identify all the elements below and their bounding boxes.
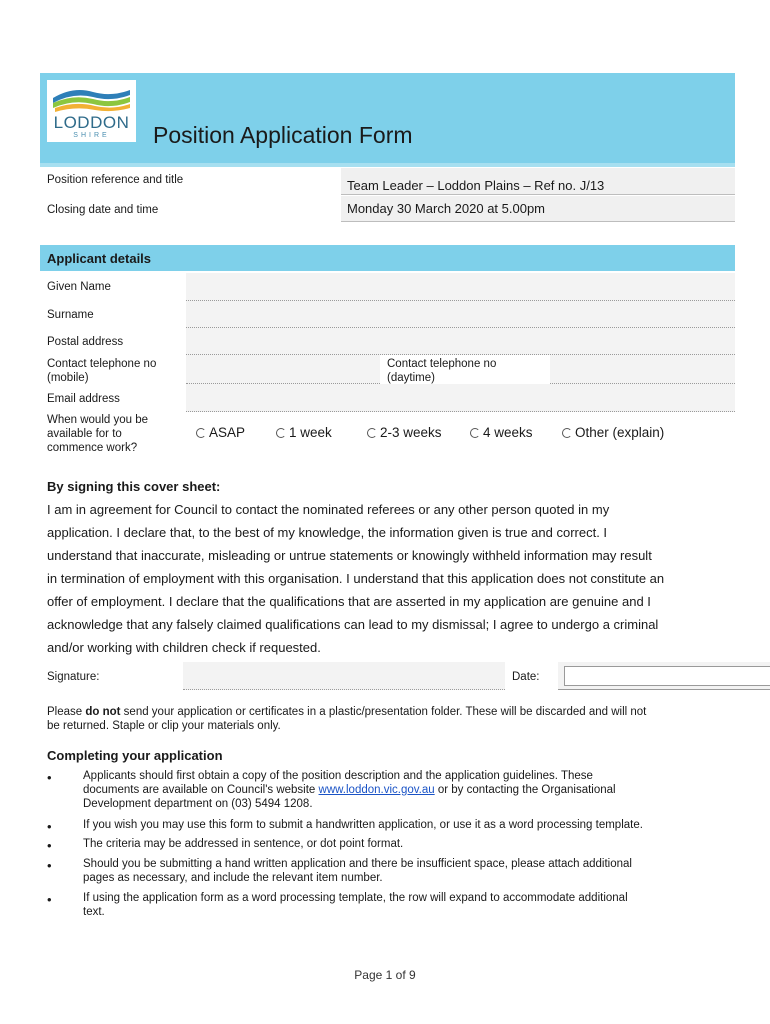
- availability-label-line3: commence work?: [47, 442, 138, 454]
- completing-heading: Completing your application: [47, 748, 223, 763]
- closing-date-label: Closing date and time: [47, 204, 159, 216]
- option-label: 4 weeks: [483, 425, 533, 440]
- radio-icon: [367, 428, 377, 438]
- bullet-1-line2-pre: documents are available on Council's website: [83, 784, 319, 796]
- surname-input[interactable]: [186, 301, 735, 328]
- daytime-phone-input[interactable]: [550, 355, 735, 384]
- given-name-input[interactable]: [186, 273, 735, 301]
- option-label: 1 week: [289, 425, 332, 440]
- notice-suffix: send your application or certificates in a plastic/presentation folder. These will be discarded and will not: [120, 706, 647, 718]
- option-label: 2-3 weeks: [380, 425, 442, 440]
- date-label: Date:: [512, 671, 540, 683]
- signing-heading: By signing this cover sheet:: [47, 479, 221, 494]
- daytime-label: [387, 357, 496, 385]
- postal-address-label: Postal address: [47, 336, 124, 348]
- radio-icon: [562, 428, 572, 438]
- page-title: Position Application Form: [153, 122, 413, 148]
- closing-date-field: [341, 196, 735, 222]
- declaration-line: acknowledge that any falsely claimed qualifications can lead to my dismissal; I agree to undergo a criminal: [47, 617, 659, 632]
- bullet-icon: •: [47, 892, 52, 907]
- bullet-5-line2: text.: [83, 906, 105, 918]
- position-ref-label: Position reference and title: [47, 174, 184, 186]
- notice-prefix: Please: [47, 706, 86, 718]
- notice-bold: do not: [85, 706, 121, 718]
- position-ref-field: [341, 168, 735, 195]
- date-field: [558, 662, 770, 690]
- closing-date-value: Monday 30 March 2020 at 5.00pm: [347, 201, 546, 216]
- loddon-shire-logo: [47, 80, 136, 142]
- declaration-line: offer of employment. I declare that the qualifications that are asserted in my application are genuine and I: [47, 594, 651, 609]
- declaration-line: and/or working with children check if requested.: [47, 640, 321, 655]
- signature-label: Signature:: [47, 671, 100, 683]
- email-input[interactable]: [186, 384, 735, 412]
- bullet-icon: •: [47, 858, 52, 873]
- position-ref-value: Team Leader – Loddon Plains – Ref no. J/13: [347, 178, 605, 193]
- availability-option-4-weeks[interactable]: [470, 425, 533, 440]
- plastic-folder-notice: [47, 705, 737, 733]
- availability-label-line1: When would you be: [47, 414, 149, 426]
- notice-line2: be returned. Staple or clip your materials only.: [47, 720, 281, 732]
- header-band: [40, 73, 735, 163]
- availability-option-2-3-weeks[interactable]: [367, 425, 442, 440]
- bullet-item-4: [83, 857, 733, 885]
- bullet-icon: •: [47, 770, 52, 785]
- logo-text: LODDON: [53, 113, 130, 132]
- signature-input[interactable]: [183, 662, 505, 690]
- bullet-icon: •: [47, 838, 52, 853]
- declaration-line: I am in agreement for Council to contact the nominated referees or any other person quoted in my: [47, 502, 610, 517]
- declaration-line: understand that inaccurate, misleading or untrue statements or knowingly withheld information may result: [47, 548, 652, 563]
- bullet-item-5: [83, 891, 733, 919]
- mobile-label-line2: (mobile): [47, 372, 89, 384]
- bullet-5-line1: If using the application form as a word processing template, the row will expand to accommodate additional: [83, 892, 628, 904]
- declaration-paragraph: [47, 498, 737, 659]
- availability-option-other[interactable]: [562, 425, 664, 440]
- bullet-1-line1: Applicants should first obtain a copy of the position description and the application guidelines. These: [83, 770, 593, 782]
- radio-icon: [470, 428, 480, 438]
- radio-icon: [196, 428, 206, 438]
- page-number: Page 1 of 9: [354, 968, 416, 982]
- bullet-item-1: [83, 769, 733, 811]
- mobile-label: [47, 357, 156, 385]
- daytime-label-line1: Contact telephone no: [387, 358, 497, 370]
- date-input[interactable]: [564, 666, 770, 686]
- email-label: Email address: [47, 393, 120, 405]
- mobile-label-line1: Contact telephone no: [47, 358, 157, 370]
- bullet-icon: •: [47, 819, 52, 834]
- bullet-1-line2-post: or by contacting the Organisational: [434, 784, 616, 796]
- availability-label-line2: available for to: [47, 428, 122, 440]
- daytime-label-line2: (daytime): [387, 372, 435, 384]
- surname-label: Surname: [47, 309, 94, 321]
- given-name-label: Given Name: [47, 281, 111, 293]
- declaration-line: application. I declare that, to the best of my knowledge, the information given is true and correct. I: [47, 525, 608, 540]
- postal-address-input[interactable]: [186, 328, 735, 355]
- landscape-icon: [51, 84, 132, 114]
- availability-option-1-week[interactable]: [276, 425, 332, 440]
- header-divider: [40, 163, 735, 167]
- mobile-phone-input[interactable]: [186, 355, 380, 384]
- bullet-1-line3: Development department on (03) 5494 1208.: [83, 798, 313, 810]
- bullet-4-line1: Should you be submitting a hand written application and there be insufficient space, please attach additional: [83, 858, 632, 870]
- bullet-item-2: If you wish you may use this form to submit a handwritten application, or use it as a word processing template.: [83, 819, 643, 831]
- availability-label: [47, 413, 148, 455]
- radio-icon: [276, 428, 286, 438]
- loddon-website-link[interactable]: www.loddon.vic.gov.au: [318, 784, 435, 796]
- option-label: Other (explain): [575, 425, 665, 440]
- applicant-section-title: Applicant details: [47, 251, 152, 266]
- availability-option-asap[interactable]: [196, 425, 245, 440]
- declaration-line: in termination of employment with this organisation. I understand that this application does not constitute an: [47, 571, 665, 586]
- bullet-4-line2: pages as necessary, and include the relevant item number.: [83, 872, 383, 884]
- bullet-item-3: The criteria may be addressed in sentence, or dot point format.: [83, 838, 404, 850]
- option-label: ASAP: [209, 425, 246, 440]
- logo-subtext: SHIRE: [73, 132, 110, 139]
